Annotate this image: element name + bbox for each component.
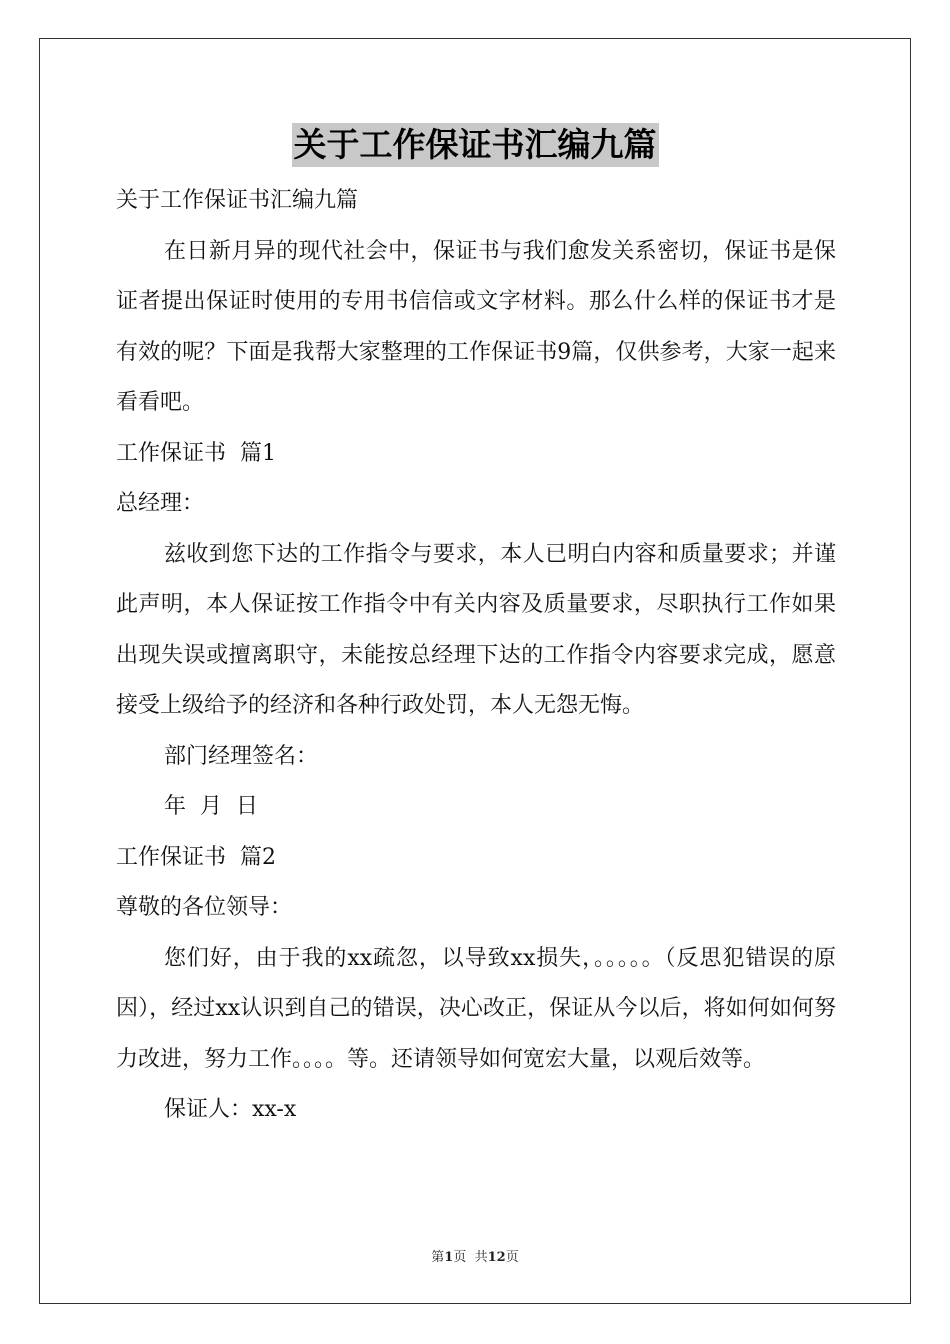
salutation-1: 总经理： — [116, 491, 205, 516]
document-title: 关于工作保证书汇编九篇 — [292, 123, 659, 167]
page-total: 12 — [487, 1250, 506, 1265]
document-body — [116, 176, 836, 1136]
intro-paragraph: 在日新月异的现代社会中，保证书与我们愈发关系密切，保证书是保证者提出保证时使用的专用书信信或文字材料。那么什么样的保证书才是有效的呢？下面是我帮大家整理的工作保证书9篇，仅供参考，大家一起来看看吧。 — [116, 238, 836, 415]
document-subtitle: 关于工作保证书汇编九篇 — [116, 188, 359, 213]
page-mid: 页 共 — [453, 1250, 488, 1265]
page-prefix: 第 — [431, 1250, 445, 1265]
page-footer — [0, 1246, 950, 1265]
section-heading-2: 工作保证书 篇2 — [116, 844, 276, 870]
section-body-2: 您们好，由于我的xx疏忽，以导致xx损失，。。。。。（反思犯错误的原因），经过xx认识到自己的错误，决心改正，保证从今以后，将如何如何努力改进，努力工作。。。。等。还请领导如何宽宏大量，以观后效等。 — [116, 945, 836, 1072]
section-heading-1: 工作保证书 篇1 — [116, 440, 276, 466]
signature-line: 部门经理签名： — [164, 743, 319, 769]
date-line: 年 月 日 — [164, 794, 258, 819]
salutation-2: 尊敬的各位领导： — [116, 895, 293, 920]
title-container — [0, 123, 950, 167]
page-suffix: 页 — [505, 1250, 519, 1265]
page-current: 1 — [444, 1250, 454, 1265]
guarantor-line: 保证人：xx-x — [164, 1097, 297, 1122]
section-body-1: 兹收到您下达的工作指令与要求，本人已明白内容和质量要求；并谨此声明，本人保证按工作指令中有关内容及质量要求，尽职执行工作如果出现失误或擅离职守，未能按总经理下达的工作指令内容要求完成，愿意接受上级给予的经济和各种行政处罚，本人无怨无悔。 — [116, 541, 836, 718]
